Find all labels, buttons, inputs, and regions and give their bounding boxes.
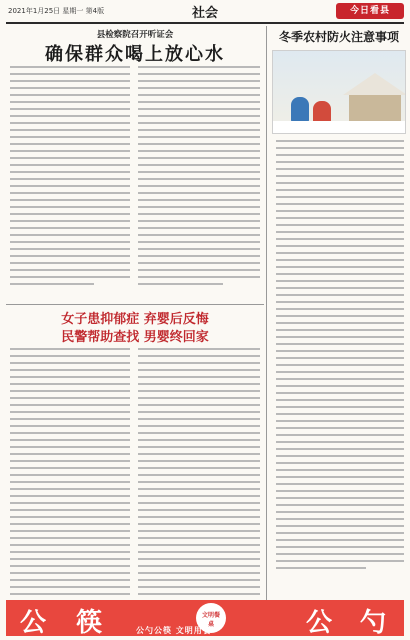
- article-1-subhead: 县检察院召开听证会: [96, 30, 174, 40]
- poster-character-2: 筷: [76, 608, 103, 636]
- article-3-headline-1: 女子患抑郁症 弃婴后反悔: [61, 312, 209, 327]
- poster-character-4: 勺: [360, 608, 387, 636]
- masthead-rule: [6, 22, 404, 24]
- newspaper-logo: 今日看县: [336, 3, 404, 19]
- snow-ground: [273, 121, 406, 133]
- poster-character-3: 公: [306, 608, 333, 636]
- child-figure: [291, 97, 309, 123]
- article-2-headline: 冬季农村防火注意事项: [278, 30, 399, 44]
- poster-badge-text: 文明餐桌: [201, 612, 220, 628]
- civilized-dining-poster: [6, 600, 404, 636]
- article-1-headline: 确保群众喝上放心水: [45, 44, 225, 65]
- article-3-body: [10, 348, 130, 607]
- poster-slogan: 公勺公筷 文明用餐: [136, 626, 212, 635]
- article-1-body: [10, 66, 130, 290]
- poster-character-1: 公: [20, 608, 47, 636]
- roof-shape: [343, 73, 406, 95]
- section-title: 社会: [192, 6, 219, 21]
- winter-fire-illustration: [272, 50, 406, 134]
- article-1-body-col2: [138, 66, 260, 290]
- article-divider: [6, 304, 264, 305]
- article-3-headline-2: 民警帮助查找 男婴终回家: [61, 330, 209, 345]
- article-2-body: [276, 140, 404, 574]
- issue-date: 2021年1月25日 星期一 第4版: [8, 7, 105, 15]
- article-3-body-col2: [138, 348, 260, 607]
- column-divider: [266, 26, 267, 611]
- masthead: [0, 0, 410, 22]
